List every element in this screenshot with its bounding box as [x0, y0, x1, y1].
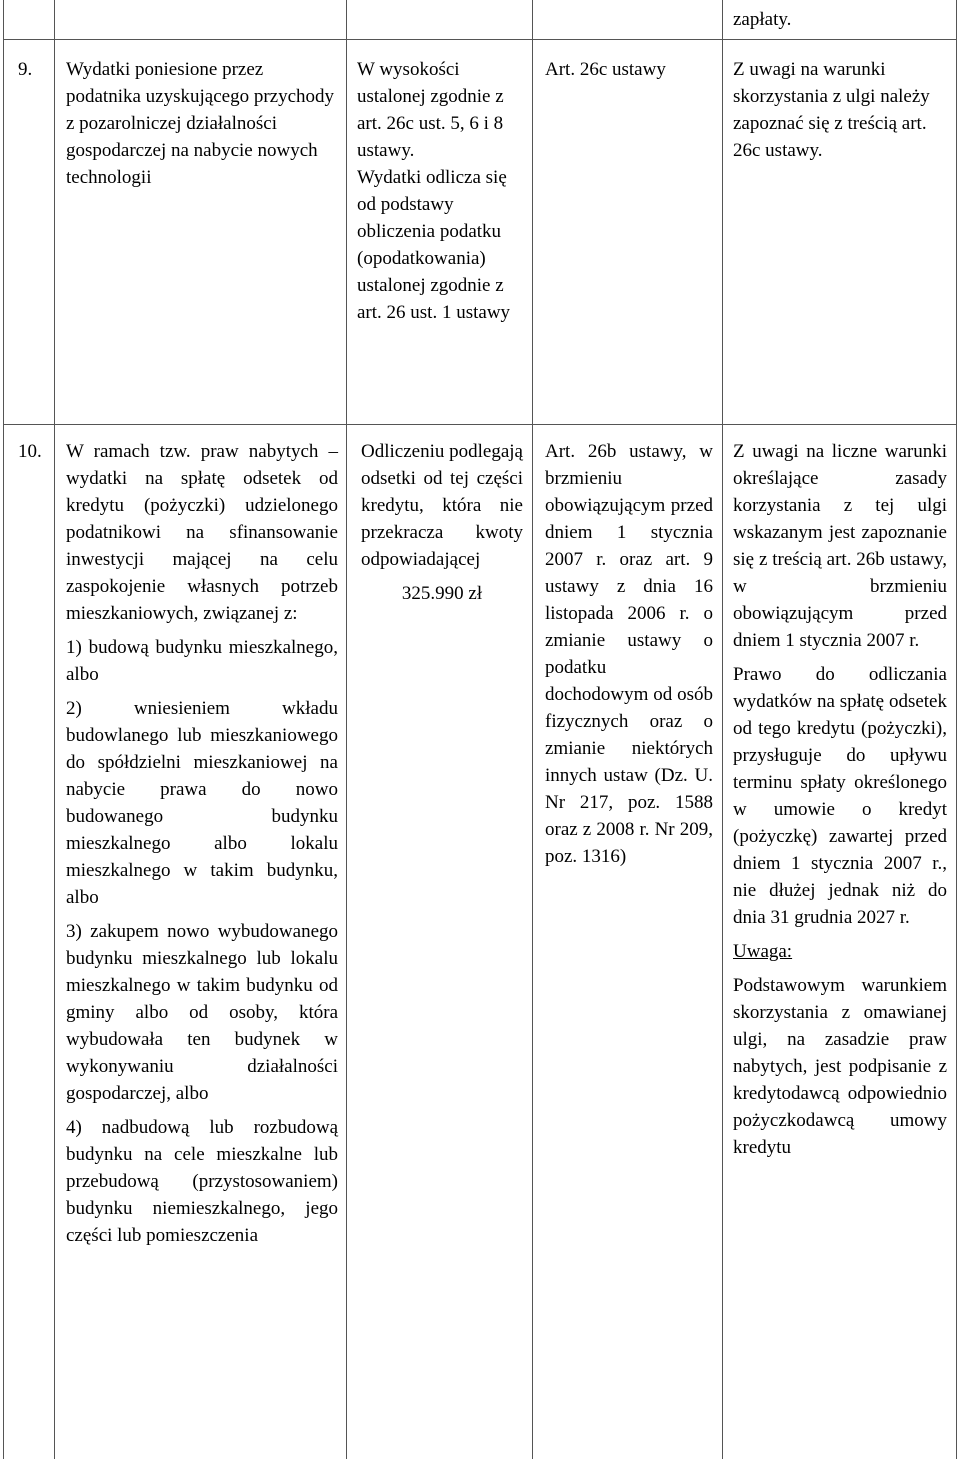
table-border	[532, 0, 533, 1459]
row9-remarks	[733, 56, 947, 164]
row10-number	[18, 438, 52, 465]
table-border	[956, 0, 957, 1459]
row9-legal-basis	[545, 56, 715, 83]
table-border	[54, 0, 55, 1459]
amount-text: Odliczeniu podlegają odsetki od tej części kredytu, która nie przekracza kwoty odpowiadającej	[361, 441, 523, 570]
list-item: 1) budową budynku mieszkalnego, albo	[66, 637, 338, 685]
table-border	[722, 0, 723, 1459]
legal-basis-text: Art. 26c ustawy	[545, 59, 666, 80]
remarks-text: zapłaty.	[733, 9, 792, 30]
remarks-text: Z uwagi na liczne warunki określające zasady korzystania z tej ulgi wskazanym jest zapoznanie się z treścią art. 26b ustawy, w brzmieniu obowiązującym przed dniem 1 stycznia 2007 r.	[733, 441, 947, 651]
note-label: Uwaga:	[733, 941, 793, 962]
table-border	[3, 0, 4, 1459]
legal-basis-text: Art. 26b ustawy, w brzmieniu obowiązującym przed dniem 1 stycznia 2007 r. oraz art. 9 ustawy z dnia 16 listopada 2006 r. o zmianie ustawy o podatku dochodowym od osób fizycznych oraz o zmianie niektórych innych ustaw (Dz. U. Nr 217, poz. 1588 oraz z 2008 r. Nr 209, poz. 1316)	[545, 441, 713, 867]
row-top-remarks	[733, 6, 947, 33]
amount-note: Wydatki odlicza się od podstawy obliczenia podatku (opodatkowania) ustalonej zgodnie z art. 26 ust. 1 ustawy	[357, 167, 511, 323]
amount-text: W wysokości ustalonej zgodnie z art. 26c ust. 5, 6 i 8 ustawy.	[357, 59, 504, 161]
row-number: 9.	[18, 59, 33, 80]
description-text: Wydatki poniesione przez podatnika uzyskującego przychody z pozarolniczej działalności gospodarczej na nabycie nowych technologii	[66, 59, 335, 188]
row10-description	[66, 438, 338, 1249]
row10-amount	[361, 438, 523, 607]
row9-number	[18, 56, 52, 83]
row9-description	[66, 56, 336, 191]
table-border	[3, 39, 957, 40]
remarks-text: Podstawowym warunkiem skorzystania z omawianej ulgi, na zasadzie praw nabytych, jest podpisanie z kredytodawcą odpowiednio pożyczkodawcą umowy kredytu	[733, 975, 947, 1158]
description-intro: W ramach tzw. praw nabytych – wydatki na spłatę odsetek od kredytu (pożyczki) udzielonego podatnikowi na sfinansowanie inwestycji mającej na celu zaspokojenie własnych potrzeb mieszkaniowych, związanej z:	[66, 441, 338, 624]
list-item: 3) zakupem nowo wybudowanego budynku mieszkalnego lub lokalu mieszkalnego w takim budynku od gminy albo od osoby, która wybudowała ten budynek w wykonywaniu działalności gospodarczej, albo	[66, 921, 338, 1104]
remarks-text: Prawo do odliczania wydatków na spłatę odsetek od tego kredytu (pożyczki), przysługuje do upływu terminu spłaty określonego w umowie o kredyt (pożyczkę) zawartej przed dniem 1 stycznia 2007 r., nie dłużej jednak niż do dnia 31 grudnia 2027 r.	[733, 664, 947, 928]
row9-amount	[357, 56, 525, 326]
list-item: 2) wniesieniem wkładu budowlanego lub mieszkaniowego do spółdzielni mieszkaniowej na nabycie prawa do nowo budowanego budynku mieszkalnego albo lokalu mieszkalnego w takim budynku, albo	[66, 698, 338, 908]
amount-value: 325.990 zł	[401, 583, 483, 604]
row-number: 10.	[18, 441, 42, 462]
list-item: 4) nadbudową lub rozbudową budynku na cele mieszkalne lub przebudową (przystosowaniem) budynku niemieszkalnego, jego części lub pomieszczenia	[66, 1117, 338, 1246]
remarks-text: Z uwagi na warunki skorzystania z ulgi należy zapoznać się z treścią art. 26c ustawy.	[733, 59, 930, 161]
row10-remarks	[733, 438, 947, 1161]
table-border	[346, 0, 347, 1459]
table-border	[3, 424, 957, 425]
row10-legal-basis	[545, 438, 713, 870]
